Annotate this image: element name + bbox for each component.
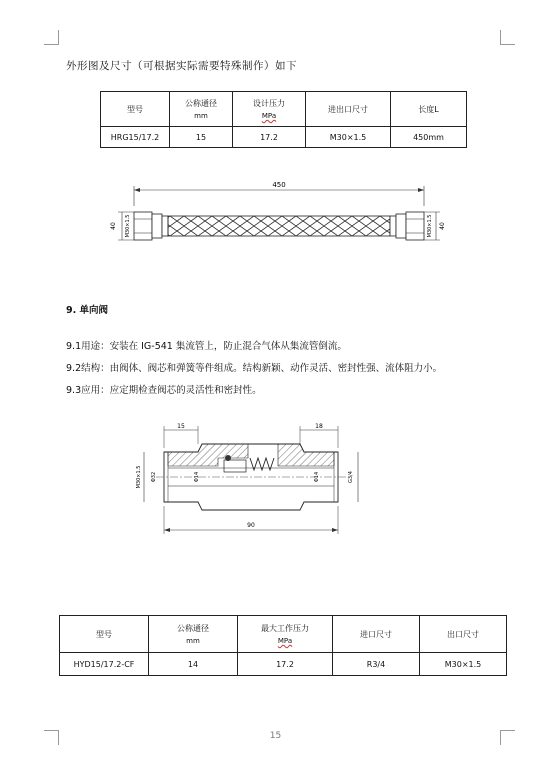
valve-dim-left: 15 [177,423,185,430]
crop-mark-top-left [44,30,59,45]
table-header-row [101,92,467,127]
table-cell: 15 [170,127,233,148]
table-header-row [60,616,507,653]
table-cell: 450mm [391,127,467,148]
table-header-cell [170,92,233,127]
table-cell: 17.2 [233,127,306,148]
table-header-cell [101,92,170,127]
table-header-cell [420,616,507,653]
hose-thread-label-left: M30×1.5 [125,214,131,238]
paragraph-structure: 9.2结构：由阀体、阀芯和弹簧等件组成。结构新颖、动作灵活、密封性强、流体阻力小。 [66,363,443,374]
check-valve-drawing [128,418,378,540]
hose-drawing [100,176,460,256]
valve-thread-left: M30×1.5 [136,465,142,489]
unit-text: mm [194,112,208,120]
header-text: 型号 [127,104,143,114]
hose-height-label-right: 40 [439,222,446,230]
page-number: 15 [269,731,282,741]
table-cell: HRG15/17.2 [101,127,170,148]
hose-length-label: 450 [272,181,286,189]
table-cell: M30×1.5 [420,653,507,676]
table-row [101,127,467,148]
unit-text: MPa [277,637,293,645]
paragraph-application: 9.3应用：应定期检查阀芯的灵活性和密封性。 [66,385,262,396]
table-header-cell [391,92,467,127]
valve-dia-bore-left: Φ14 [194,471,200,483]
table-header-cell [333,616,420,653]
unit-text: MPa [261,112,277,120]
table-cell: R3/4 [333,653,420,676]
hose-spec-table [100,91,467,148]
hose-thread-label-right: M30×1.5 [427,214,433,238]
crop-mark-top-right [500,30,515,45]
valve-dia-bore-right: Φ14 [314,471,320,483]
valve-dim-total: 90 [247,522,255,529]
valve-dia-inner: Φ32 [151,471,157,483]
header-text: 进出口尺寸 [328,104,368,114]
paragraph-usage: 9.1用途：安装在 IG-541 集流管上，防止混合气体从集流管倒流。 [66,341,347,352]
section-heading: 外形图及尺寸（可根据实际需要特殊制作）如下 [66,60,297,72]
table-header-cell [238,616,333,653]
header-text: 型号 [96,629,112,639]
table-cell: M30×1.5 [306,127,391,148]
valve-thread-right: G3/4 [348,471,354,483]
hose-height-label-left: 40 [110,222,117,230]
table-cell: 17.2 [238,653,333,676]
header-text: 最大工作压力 [261,624,309,633]
unit-text: mm [186,637,200,645]
table-cell: 14 [149,653,238,676]
table-header-cell [149,616,238,653]
header-text: 进口尺寸 [360,629,392,639]
table-header-cell [60,616,149,653]
header-text: 长度L [418,104,439,114]
table-row [60,653,507,676]
header-text: 公称通径 [185,99,217,108]
table-cell: HYD15/17.2-CF [60,653,149,676]
valve-dim-right: 18 [315,423,323,430]
table-header-cell [306,92,391,127]
table-header-cell [233,92,306,127]
header-text: 公称通径 [177,624,209,633]
header-text: 出口尺寸 [447,629,479,639]
section-title: 9. 单向阀 [66,305,109,316]
header-text: 设计压力 [253,99,285,108]
valve-spec-table [59,615,507,676]
